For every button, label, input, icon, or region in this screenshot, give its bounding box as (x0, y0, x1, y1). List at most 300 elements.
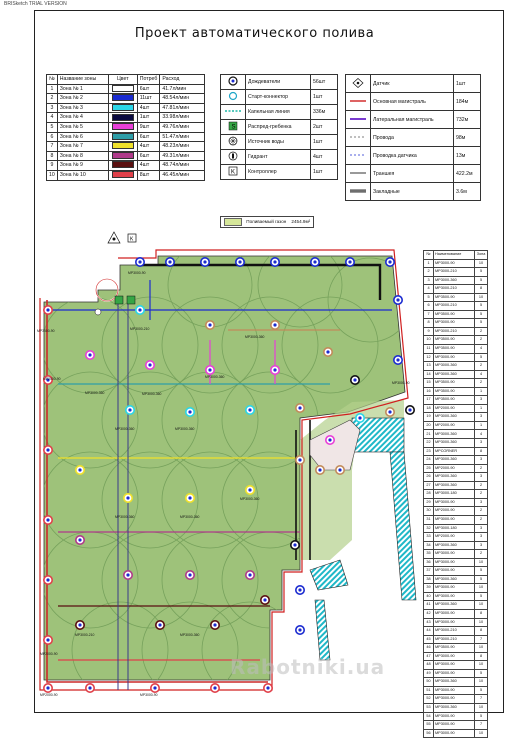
plan-label: MP3000-360 (180, 633, 200, 637)
part-zone: 10 (475, 601, 488, 610)
part-zone: 10 (475, 293, 488, 302)
part-number: 43 (424, 618, 434, 627)
zone-count: 1шт (137, 113, 160, 123)
legend-label: Источник воды (246, 135, 311, 150)
sprinkler-head (296, 456, 304, 464)
legend-label: Траншея (371, 165, 454, 183)
part-name: MP3000-360 (434, 678, 475, 687)
legend-value: 1шт (311, 90, 338, 105)
part-name: MP3000-210 (434, 285, 475, 294)
part-zone: 2 (475, 515, 488, 524)
part-number: 12 (424, 353, 434, 362)
part-name: MP3000-360 (434, 473, 475, 482)
zone-count: 6шт (137, 132, 160, 142)
part-number: 33 (424, 533, 434, 542)
zone-count: 6шт (137, 151, 160, 161)
part-zone: 5 (475, 686, 488, 695)
part-name: MP3000-90 (434, 661, 475, 670)
part-name: MP3000-180 (434, 490, 475, 499)
parts-col-zone: Зона (475, 251, 488, 260)
part-number: 24 (424, 456, 434, 465)
zones-col-number: № (47, 75, 58, 85)
part-zone: 2 (475, 379, 488, 388)
sprinkler-head (44, 516, 52, 524)
legend-label: Датчик (371, 75, 454, 93)
part-name: MP3000-210 (434, 627, 475, 636)
parts-row (424, 601, 488, 610)
part-name: MP3000-90 (434, 498, 475, 507)
parts-row (424, 430, 488, 439)
legend-value: 732м (454, 111, 481, 129)
zone-number: 8 (47, 151, 58, 161)
part-number: 10 (424, 336, 434, 345)
parts-row (424, 447, 488, 456)
part-zone: 4 (475, 430, 488, 439)
part-name: MP3000-90 (434, 721, 475, 730)
parts-row (424, 293, 488, 302)
part-zone: 5 (475, 319, 488, 328)
sprinkler-head (406, 406, 414, 414)
part-number: 46 (424, 644, 434, 653)
part-name: MP3000-360 (434, 481, 475, 490)
part-name: MP3500-90 (434, 644, 475, 653)
part-zone: 2 (475, 464, 488, 473)
zone-name: Зона № 6 (57, 132, 108, 142)
parts-row (424, 370, 488, 379)
parts-row (424, 695, 488, 704)
part-zone: 5 (475, 302, 488, 311)
part-name: MP3000-90 (434, 319, 475, 328)
sprinkler-head (44, 684, 52, 692)
part-number: 6 (424, 302, 434, 311)
sprinkler-head (126, 406, 134, 414)
part-name: MP2000-90 (434, 421, 475, 430)
sprinkler-head (76, 466, 84, 474)
parts-row (424, 678, 488, 687)
zone-count: 4шт (137, 142, 160, 152)
part-name: MP2000-90 (434, 533, 475, 542)
parts-row (424, 635, 488, 644)
part-name: MP3500-90 (434, 293, 475, 302)
parts-row (424, 404, 488, 413)
part-zone: 2 (475, 550, 488, 559)
zone-number: 7 (47, 142, 58, 152)
parts-table (423, 250, 488, 738)
manifold-1 (115, 296, 123, 304)
part-number: 42 (424, 609, 434, 618)
part-name: MP3000-360 (434, 575, 475, 584)
zone-name: Зона № 5 (57, 122, 108, 132)
part-zone: 5 (475, 669, 488, 678)
drip-area-3 (310, 560, 348, 590)
plan-label: MP3000-90 (392, 381, 410, 385)
svg-text:S: S (231, 124, 236, 131)
parts-row (424, 439, 488, 448)
sprinkler-head (86, 351, 94, 359)
part-zone: 5 (475, 310, 488, 319)
sprinkler-head (386, 408, 394, 416)
parts-row (424, 310, 488, 319)
parts-row (424, 507, 488, 516)
legend-value: 98м (454, 129, 481, 147)
part-zone: 7 (475, 721, 488, 730)
page-title: Проект автоматического полива (134, 26, 375, 41)
parts-row (424, 302, 488, 311)
sprinkler-head (311, 258, 319, 266)
parts-row (424, 498, 488, 507)
plan-label: MP3000-90 (128, 271, 146, 275)
parts-row (424, 533, 488, 542)
part-name: MP3000-90 (434, 712, 475, 721)
part-name: MP3000-90 (434, 669, 475, 678)
part-zone: 3 (475, 541, 488, 550)
manifold-2 (127, 296, 135, 304)
part-number: 26 (424, 473, 434, 482)
zone-name: Зона № 4 (57, 113, 108, 123)
part-zone: 2 (475, 490, 488, 499)
part-number: 8 (424, 319, 434, 328)
legend-value: 1шт (311, 135, 338, 150)
part-number: 22 (424, 439, 434, 448)
legend-value: 4шт (311, 150, 338, 165)
parts-row (424, 541, 488, 550)
parts-row (424, 575, 488, 584)
part-number: 48 (424, 661, 434, 670)
part-name: MP3000-90 (434, 515, 475, 524)
zone-name: Зона № 3 (57, 103, 108, 113)
parts-row (424, 686, 488, 695)
sprinkler-head (151, 684, 159, 692)
legend-label: Провода (371, 129, 454, 147)
part-number: 3 (424, 276, 434, 285)
sprinkler-head (324, 348, 332, 356)
parts-row (424, 609, 488, 618)
part-name: MP3500-90 (434, 310, 475, 319)
part-name: MP3000-90 (434, 618, 475, 627)
parts-row (424, 327, 488, 336)
part-zone: 5 (475, 276, 488, 285)
part-number: 11 (424, 345, 434, 354)
sprinkler-head (236, 258, 244, 266)
part-name: MP3000-90 (434, 686, 475, 695)
part-number: 19 (424, 413, 434, 422)
parts-row (424, 584, 488, 593)
part-number: 44 (424, 627, 434, 636)
part-zone: 3 (475, 524, 488, 533)
part-zone: 4 (475, 370, 488, 379)
part-zone: 10 (475, 678, 488, 687)
parts-row (424, 379, 488, 388)
part-number: 9 (424, 327, 434, 336)
sprinkler-head (356, 414, 364, 422)
parts-row (424, 387, 488, 396)
sprinkler-head (211, 684, 219, 692)
part-zone: 1 (475, 387, 488, 396)
legend-value: 2шт (311, 120, 338, 135)
part-name: MP3000-360 (434, 601, 475, 610)
sprinkler-head (261, 596, 269, 604)
zone-count: 11шт (137, 94, 160, 104)
zones-col-name: Название зоны (57, 75, 108, 85)
watermark: Rabotniki.ua (230, 655, 386, 679)
parts-row (424, 703, 488, 712)
part-zone: 5 (475, 353, 488, 362)
sprinkler-head (201, 258, 209, 266)
part-zone: 10 (475, 661, 488, 670)
part-name: MP3000-360 (434, 276, 475, 285)
parts-row (424, 276, 488, 285)
part-number: 47 (424, 652, 434, 661)
parts-row (424, 464, 488, 473)
parts-row (424, 618, 488, 627)
sprinkler-head (291, 541, 299, 549)
part-zone: 2 (475, 481, 488, 490)
part-name: MP3000-90 (434, 584, 475, 593)
sprinkler-head (44, 636, 52, 644)
sprinkler-head (296, 626, 304, 634)
part-zone: 3 (475, 396, 488, 405)
zone-flow: 51.47л/мин (160, 132, 205, 142)
zone-flow: 48.23л/мин (160, 142, 205, 152)
parts-row (424, 627, 488, 636)
part-name: MP3500-90 (434, 345, 475, 354)
sprinkler-head (346, 258, 354, 266)
part-zone: 3 (475, 456, 488, 465)
trial-version-note: BRISketch TRIAL VERSION (4, 1, 67, 7)
part-number: 53 (424, 703, 434, 712)
zone-flow: 48.54л/мин (160, 94, 205, 104)
part-number: 51 (424, 686, 434, 695)
zone-number: 4 (47, 113, 58, 123)
part-name: MP3000-90 (434, 558, 475, 567)
part-number: 16 (424, 387, 434, 396)
part-number: 39 (424, 584, 434, 593)
part-name: MP3000-360 (434, 370, 475, 379)
part-name: MP3000-210 (434, 635, 475, 644)
part-number: 56 (424, 729, 434, 738)
legend-label: Закладные (371, 183, 454, 201)
plan-label: MP3000-360 (180, 515, 200, 519)
part-name: MP3000-90 (434, 353, 475, 362)
sprinkler-head (166, 258, 174, 266)
svg-text:K: K (130, 236, 134, 243)
zone-flow: 33.98л/мин (160, 113, 205, 123)
lawn-key-area: 2454.9м² (291, 219, 311, 225)
legend-label: Старт-коннектор (246, 90, 311, 105)
plan-label: MP3000-210 (75, 633, 95, 637)
drip-area-4 (315, 600, 330, 660)
zones-col-flow: Расход (160, 75, 205, 85)
part-zone: 10 (475, 584, 488, 593)
part-name: MPCORNER (434, 447, 475, 456)
part-zone: 8 (475, 447, 488, 456)
sprinkler-head (211, 621, 219, 629)
sprinkler-head (206, 321, 214, 329)
part-zone: 7 (475, 635, 488, 644)
sprinkler-head (186, 408, 194, 416)
part-zone: 3 (475, 498, 488, 507)
part-number: 7 (424, 310, 434, 319)
legend-value: 1шт (454, 75, 481, 93)
part-zone: 2 (475, 336, 488, 345)
part-zone: 10 (475, 703, 488, 712)
part-name: MP3500-90 (434, 387, 475, 396)
sprinkler-head (351, 376, 359, 384)
part-name: MP3000-360 (434, 541, 475, 550)
part-name: MP3000-90 (434, 729, 475, 738)
part-number: 4 (424, 285, 434, 294)
part-number: 14 (424, 370, 434, 379)
part-name: MP3000-210 (434, 327, 475, 336)
zone-count: 4шт (137, 103, 160, 113)
part-name: MP3000-90 (434, 652, 475, 661)
zone-flow: 47.81л/мин (160, 103, 205, 113)
parts-row (424, 319, 488, 328)
sprinkler-head (136, 306, 144, 314)
sprinkler-head (246, 571, 254, 579)
sprinkler-head (186, 494, 194, 502)
parts-row (424, 473, 488, 482)
part-number: 27 (424, 481, 434, 490)
part-number: 37 (424, 567, 434, 576)
parts-row (424, 567, 488, 576)
plan-label: MP3000-210 (130, 327, 150, 331)
zone-number: 9 (47, 161, 58, 171)
sprinkler-head (186, 571, 194, 579)
parts-row (424, 362, 488, 371)
part-number: 1 (424, 259, 434, 268)
part-number: 5 (424, 293, 434, 302)
legend-value: 422.2м (454, 165, 481, 183)
part-number: 21 (424, 430, 434, 439)
legend-value: 13м (454, 147, 481, 165)
sprinkler-head (394, 296, 402, 304)
plan-label: MP3000-360 (115, 515, 135, 519)
part-name: MP3500-90 (434, 396, 475, 405)
part-name: MP3000-90 (434, 567, 475, 576)
zone-count: 8шт (137, 170, 160, 180)
part-zone: 8 (475, 609, 488, 618)
sprinkler-head (386, 258, 394, 266)
parts-row (424, 652, 488, 661)
plan-label: MP3000-360 (85, 391, 105, 395)
part-name: MP3500-90 (434, 336, 475, 345)
parts-row (424, 259, 488, 268)
part-name: MP2000-90 (434, 464, 475, 473)
sprinkler-head (206, 366, 214, 374)
part-zone: 10 (475, 729, 488, 738)
part-zone: 8 (475, 652, 488, 661)
legend-value: 56шт (311, 75, 338, 90)
plan-label: MP2000-90 (40, 652, 58, 656)
zones-col-color: Цвет (108, 75, 137, 85)
legend-label: Основная магистраль (371, 93, 454, 111)
zone-flow: 46.45л/мин (160, 170, 205, 180)
hydrant-icon (95, 309, 101, 315)
parts-row (424, 345, 488, 354)
part-number: 45 (424, 635, 434, 644)
legend-label: Капельная линия (246, 105, 311, 120)
part-zone: 3 (475, 413, 488, 422)
zone-number: 6 (47, 132, 58, 142)
parts-row (424, 592, 488, 601)
parts-row (424, 353, 488, 362)
part-zone: 5 (475, 592, 488, 601)
parts-row (424, 268, 488, 277)
part-zone: 10 (475, 558, 488, 567)
sprinkler-head (136, 258, 144, 266)
parts-row (424, 721, 488, 730)
part-zone: 5 (475, 575, 488, 584)
part-name: MP3000-90 (434, 592, 475, 601)
zone-number: 3 (47, 103, 58, 113)
part-number: 15 (424, 379, 434, 388)
plan-label: MP3500-90 (37, 329, 55, 333)
part-number: 36 (424, 558, 434, 567)
sprinkler-head (271, 258, 279, 266)
parts-row (424, 524, 488, 533)
parts-row (424, 490, 488, 499)
sprinkler-head (146, 361, 154, 369)
part-number: 18 (424, 404, 434, 413)
parts-table-header (424, 251, 488, 260)
zones-col-count: Потреб (137, 75, 160, 85)
zone-count: 9шт (137, 122, 160, 132)
zone-name: Зона № 7 (57, 142, 108, 152)
part-zone: 10 (475, 618, 488, 627)
legend-label: Дождеватели (246, 75, 311, 90)
sprinkler-head (271, 366, 279, 374)
part-name: MP3500-90 (434, 379, 475, 388)
part-number: 31 (424, 515, 434, 524)
part-name: MP3000-90 (434, 259, 475, 268)
part-name: MP2000-90 (434, 404, 475, 413)
part-zone: 8 (475, 627, 488, 636)
part-number: 29 (424, 498, 434, 507)
part-name: MP3000-360 (434, 456, 475, 465)
part-name: MP3000-360 (434, 362, 475, 371)
legend-label: Распред-гребенка (246, 120, 311, 135)
part-number: 13 (424, 362, 434, 371)
part-number: 32 (424, 524, 434, 533)
part-number: 52 (424, 695, 434, 704)
part-number: 50 (424, 678, 434, 687)
sprinkler-head (336, 466, 344, 474)
legend-label: Гидрант (246, 150, 311, 165)
sprinkler-head (44, 576, 52, 584)
part-zone: 3 (475, 473, 488, 482)
part-number: 28 (424, 490, 434, 499)
part-zone: 2 (475, 327, 488, 336)
part-zone: 2 (475, 507, 488, 516)
part-number: 55 (424, 721, 434, 730)
sprinkler-head (124, 571, 132, 579)
part-zone: 10 (475, 259, 488, 268)
part-zone: 4 (475, 345, 488, 354)
part-name: MP3000-90 (434, 609, 475, 618)
sprinkler-head (44, 446, 52, 454)
water-source-icon (108, 232, 120, 243)
part-zone: 10 (475, 644, 488, 653)
drip-area-1 (352, 418, 404, 452)
part-number: 49 (424, 669, 434, 678)
sprinkler-head (124, 494, 132, 502)
zone-name: Зона № 8 (57, 151, 108, 161)
part-number: 23 (424, 447, 434, 456)
legend-value: 3.6м (454, 183, 481, 201)
parts-row (424, 456, 488, 465)
zone-flow: 49.31л/мин (160, 151, 205, 161)
